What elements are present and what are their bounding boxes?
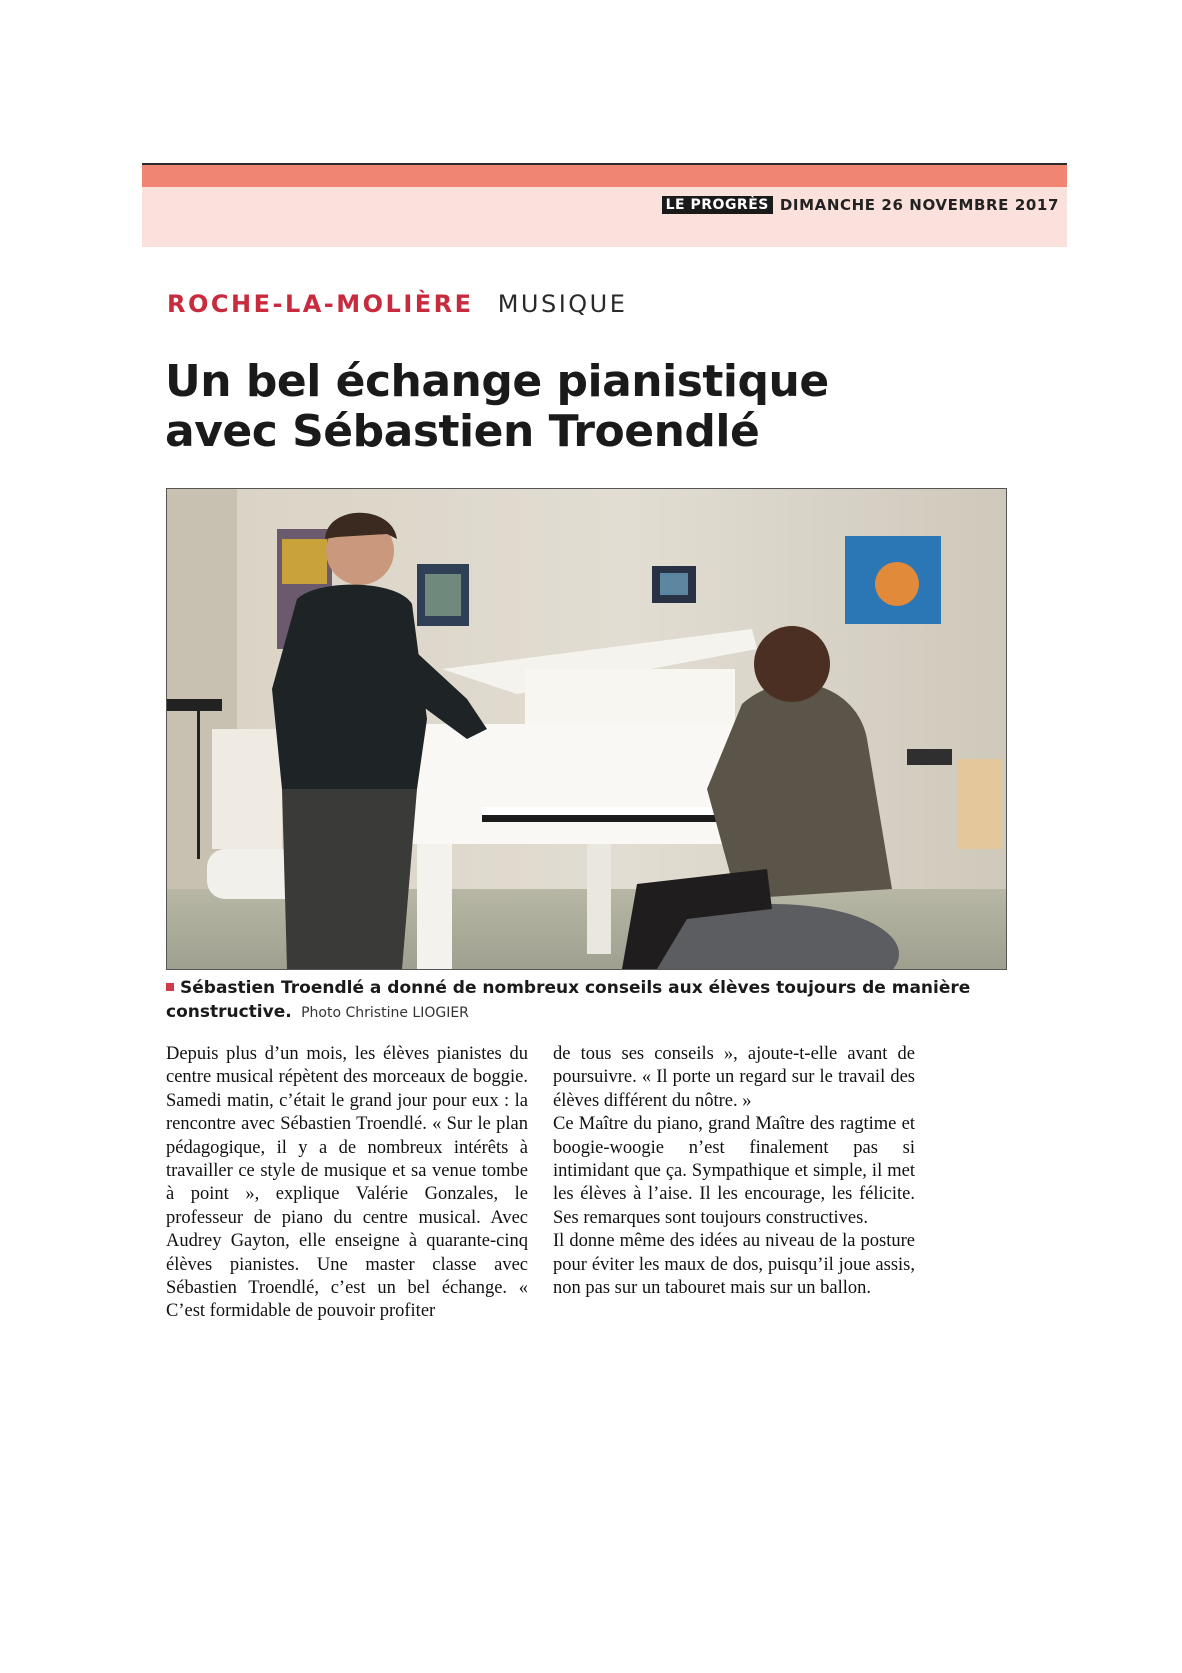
masthead	[662, 196, 1059, 214]
issue-date: DIMANCHE 26 NOVEMBRE 2017	[779, 196, 1059, 214]
photo-caption	[166, 976, 1006, 1025]
article-column-1	[166, 1043, 528, 1324]
header-band-accent	[142, 163, 1067, 187]
caption-text: Sébastien Troendlé a donné de nombreux conseils aux élèves toujours de manière constructive.	[166, 978, 971, 1022]
photo-credit: Photo Christine LIOGIER	[301, 1005, 469, 1021]
article-photo	[166, 488, 1007, 970]
rubric	[167, 290, 627, 318]
paragraph: Ce Maître du piano, grand Maître des ragtime et boogie-woogie n’est finalement pas si intimidant que ça. Sympathique et simple, il met les élèves à l’aise. Il les encourage, les félicite. Ses remarques sont toujours constructives.	[553, 1114, 915, 1228]
headline-line-2: avec Sébastien Troendlé	[165, 406, 760, 457]
paragraph: de tous ses conseils », ajoute-t-elle avant de poursuivre. « Il porte un regard sur le travail des élèves différent du nôtre. »	[553, 1044, 915, 1111]
paragraph: Il donne même des idées au niveau de la posture pour éviter les maux de dos, puisqu’il joue assis, non pas sur un tabouret mais sur un ballon.	[553, 1231, 915, 1299]
headline-line-1: Un bel échange pianistique	[165, 356, 829, 407]
caption-bullet	[166, 983, 174, 991]
rubric-theme: MUSIQUE	[497, 290, 628, 318]
piano-lesson-photo	[167, 489, 1006, 969]
paragraph: Depuis plus d’un mois, les élèves pianistes du centre musical répètent des morceaux de boggie. Samedi matin, c’était le grand jour pour eux : la rencontre avec Sébastien Troendlé. « Sur le plan pédagogique, il y a de nombreux intérêts à travailler ce style de musique et sa venue tombe à point », explique Valérie Gonzales, le professeur de piano du centre musical. Avec Audrey Gayton, elle enseigne à quarante-cinq élèves pianistes. Une master classe avec Sébastien Troendlé, c’est un bel échange. « C’est formidable de pouvoir profiter	[166, 1044, 528, 1322]
rubric-place: ROCHE-LA-MOLIÈRE	[167, 290, 474, 318]
headline	[165, 357, 1065, 457]
newspaper-logo: LE PROGRÈS	[662, 196, 773, 214]
article-column-2	[553, 1043, 915, 1300]
